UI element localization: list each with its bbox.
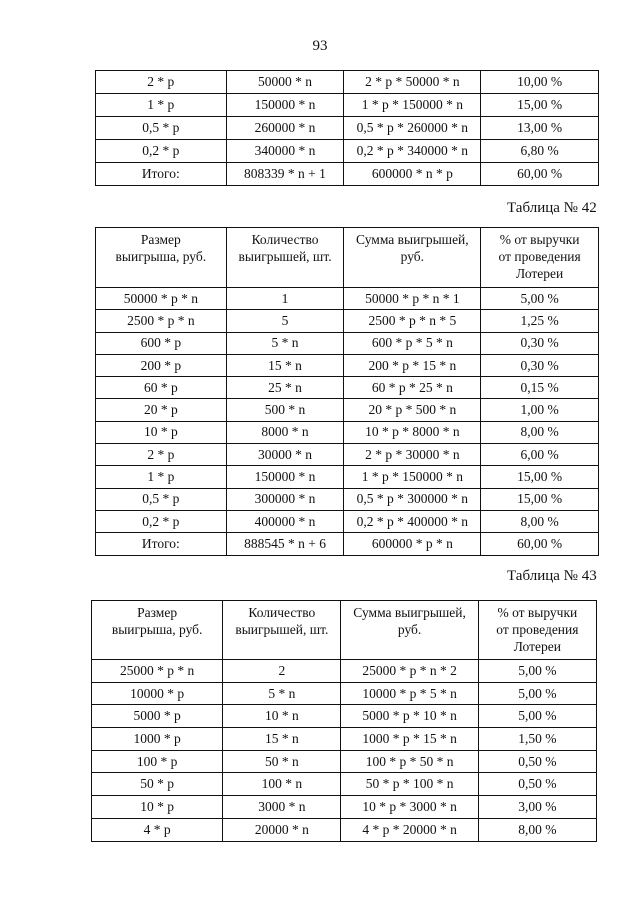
column-header-line: Количество (251, 232, 319, 247)
table-row (96, 377, 599, 399)
prize-amount-cell: 60 * р (96, 377, 227, 399)
prize-amount-cell: 10000 * р (92, 682, 223, 705)
column-header (96, 228, 227, 288)
column-header-line: % от выручки (499, 232, 580, 247)
prize-sum-cell: 1 * р * 150000 * n (344, 94, 481, 117)
prize-sum-cell: 2500 * р * n * 5 (344, 310, 481, 332)
prize-count-cell: 20000 * n (223, 818, 341, 841)
table-row (96, 510, 599, 532)
prize-table-43 (91, 600, 597, 842)
prize-table-continued (95, 70, 599, 186)
table-row (96, 310, 599, 332)
column-header-line: Сумма выигрышей, (353, 605, 466, 620)
revenue-percent-cell: 0,30 % (481, 354, 599, 376)
prize-sum-cell: 10 * р * 3000 * n (341, 796, 478, 819)
table-row (92, 796, 597, 819)
column-header-line: Сумма выигрышей, (356, 232, 469, 247)
prize-count-cell: 2 (223, 660, 341, 683)
table-43-caption: Таблица № 43 (507, 568, 597, 584)
prize-amount-cell: 1000 * р (92, 728, 223, 751)
prize-sum-cell: 2 * р * 50000 * n (344, 71, 481, 94)
column-header (226, 228, 344, 288)
revenue-percent-cell: 5,00 % (478, 682, 596, 705)
prize-count-cell: 5 * n (223, 682, 341, 705)
column-header-line: выигрышей, шт. (238, 249, 332, 264)
prize-amount-cell: 600 * р (96, 332, 227, 354)
column-header-line: выигрыша, руб. (115, 249, 207, 264)
column-header-line: выигрыша, руб. (111, 622, 203, 637)
prize-amount-cell: 0,2 * р (96, 510, 227, 532)
prize-count-cell: 30000 * n (226, 444, 344, 466)
table-row (96, 399, 599, 421)
prize-sum-cell: 600 * р * 5 * n (344, 332, 481, 354)
column-header-line: руб. (397, 622, 422, 637)
prize-sum-cell: 25000 * р * n * 2 (341, 660, 478, 683)
revenue-percent-cell: 1,50 % (478, 728, 596, 751)
column-header (481, 228, 599, 288)
column-header (341, 601, 478, 660)
prize-amount-cell: 2 * р (96, 444, 227, 466)
revenue-percent-cell: 15,00 % (481, 488, 599, 510)
prize-count-cell: 150000 * n (226, 466, 344, 488)
prize-count-cell: 808339 * n + 1 (226, 163, 344, 186)
prize-amount-cell: 1 * р (96, 466, 227, 488)
prize-count-cell: 8000 * n (226, 421, 344, 443)
table-row (92, 728, 597, 751)
table-row (96, 354, 599, 376)
prize-sum-cell: 0,5 * р * 300000 * n (344, 488, 481, 510)
prize-count-cell: 500 * n (226, 399, 344, 421)
column-header-line: от проведения (498, 249, 581, 264)
prize-count-cell: 888545 * n + 6 (226, 533, 344, 555)
prize-amount-cell: 20 * р (96, 399, 227, 421)
prize-count-cell: 150000 * n (226, 94, 344, 117)
prize-sum-cell: 10000 * р * 5 * n (341, 682, 478, 705)
prize-sum-cell: 10 * р * 8000 * n (344, 421, 481, 443)
table-row (92, 750, 597, 773)
prize-count-cell: 340000 * n (226, 140, 344, 163)
revenue-percent-cell: 8,00 % (481, 421, 599, 443)
prize-amount-cell: 5000 * р (92, 705, 223, 728)
table-row (96, 488, 599, 510)
prize-count-cell: 1 (226, 288, 344, 310)
revenue-percent-cell: 0,50 % (478, 773, 596, 796)
table-row (92, 818, 597, 841)
table-row (96, 466, 599, 488)
column-header (223, 601, 341, 660)
prize-table-42 (95, 227, 599, 556)
revenue-percent-cell: 6,00 % (481, 444, 599, 466)
prize-sum-cell: 50 * р * 100 * n (341, 773, 478, 796)
table-row (96, 140, 599, 163)
table-row (96, 444, 599, 466)
revenue-percent-cell: 1,25 % (481, 310, 599, 332)
prize-amount-cell: 50000 * р * n (96, 288, 227, 310)
prize-count-cell: 100 * n (223, 773, 341, 796)
table-row (96, 163, 599, 186)
revenue-percent-cell: 0,30 % (481, 332, 599, 354)
prize-sum-cell: 5000 * р * 10 * n (341, 705, 478, 728)
column-header (478, 601, 596, 660)
prize-count-cell: 3000 * n (223, 796, 341, 819)
revenue-percent-cell: 6,80 % (481, 140, 599, 163)
table-row (92, 773, 597, 796)
prize-count-cell: 300000 * n (226, 488, 344, 510)
prize-amount-cell: 200 * р (96, 354, 227, 376)
prize-sum-cell: 20 * р * 500 * n (344, 399, 481, 421)
column-header-line: выигрышей, шт. (235, 622, 329, 637)
revenue-percent-cell: 0,15 % (481, 377, 599, 399)
column-header (92, 601, 223, 660)
table-row (96, 94, 599, 117)
prize-count-cell: 5 * n (226, 332, 344, 354)
prize-count-cell: 50 * n (223, 750, 341, 773)
prize-sum-cell: 50000 * р * n * 1 (344, 288, 481, 310)
prize-amount-cell: 0,2 * р (96, 140, 227, 163)
prize-count-cell: 25 * n (226, 377, 344, 399)
prize-amount-cell: 25000 * р * n (92, 660, 223, 683)
table-row (96, 288, 599, 310)
prize-count-cell: 10 * n (223, 705, 341, 728)
revenue-percent-cell: 15,00 % (481, 94, 599, 117)
prize-sum-cell: 60 * р * 25 * n (344, 377, 481, 399)
prize-amount-cell: 0,5 * р (96, 117, 227, 140)
revenue-percent-cell: 15,00 % (481, 466, 599, 488)
prize-amount-cell: 50 * р (92, 773, 223, 796)
table-row (92, 682, 597, 705)
prize-count-cell: 400000 * n (226, 510, 344, 532)
revenue-percent-cell: 1,00 % (481, 399, 599, 421)
prize-count-cell: 15 * n (226, 354, 344, 376)
prize-sum-cell: 0,5 * р * 260000 * n (344, 117, 481, 140)
prize-amount-cell: 2 * р (96, 71, 227, 94)
prize-sum-cell: 0,2 * р * 400000 * n (344, 510, 481, 532)
revenue-percent-cell: 8,00 % (478, 818, 596, 841)
revenue-percent-cell: 60,00 % (481, 163, 599, 186)
prize-amount-cell: Итого: (96, 163, 227, 186)
prize-amount-cell: 0,5 * р (96, 488, 227, 510)
table-row (92, 705, 597, 728)
column-header-line: Лотереи (516, 266, 564, 281)
column-header-line: руб. (400, 249, 425, 264)
column-header-line: Размер (140, 232, 181, 247)
column-header-line: от проведения (496, 622, 579, 637)
revenue-percent-cell: 5,00 % (478, 660, 596, 683)
prize-sum-cell: 200 * р * 15 * n (344, 354, 481, 376)
column-header-line: Лотереи (513, 639, 561, 654)
prize-amount-cell: 10 * р (96, 421, 227, 443)
prize-sum-cell: 600000 * n * р (344, 163, 481, 186)
column-header-line: Количество (248, 605, 316, 620)
revenue-percent-cell: 3,00 % (478, 796, 596, 819)
prize-sum-cell: 1 * р * 150000 * n (344, 466, 481, 488)
prize-sum-cell: 100 * р * 50 * n (341, 750, 478, 773)
prize-sum-cell: 4 * р * 20000 * n (341, 818, 478, 841)
revenue-percent-cell: 8,00 % (481, 510, 599, 532)
column-header-line: % от выручки (497, 605, 578, 620)
revenue-percent-cell: 0,50 % (478, 750, 596, 773)
table-row (96, 71, 599, 94)
revenue-percent-cell: 10,00 % (481, 71, 599, 94)
prize-count-cell: 50000 * n (226, 71, 344, 94)
prize-amount-cell: 1 * р (96, 94, 227, 117)
table-row (96, 533, 599, 555)
prize-sum-cell: 0,2 * р * 340000 * n (344, 140, 481, 163)
prize-sum-cell: 600000 * р * n (344, 533, 481, 555)
table-row (96, 117, 599, 140)
prize-amount-cell: 2500 * р * n (96, 310, 227, 332)
prize-count-cell: 5 (226, 310, 344, 332)
table-42-caption: Таблица № 42 (507, 200, 597, 216)
prize-amount-cell: 4 * р (92, 818, 223, 841)
column-header (344, 228, 481, 288)
table-row (92, 660, 597, 683)
revenue-percent-cell: 5,00 % (478, 705, 596, 728)
prize-count-cell: 260000 * n (226, 117, 344, 140)
prize-sum-cell: 2 * р * 30000 * n (344, 444, 481, 466)
table-row (96, 421, 599, 443)
prize-amount-cell: 10 * р (92, 796, 223, 819)
prize-amount-cell: 100 * р (92, 750, 223, 773)
revenue-percent-cell: 60,00 % (481, 533, 599, 555)
prize-sum-cell: 1000 * р * 15 * n (341, 728, 478, 751)
column-header-line: Размер (137, 605, 178, 620)
revenue-percent-cell: 5,00 % (481, 288, 599, 310)
revenue-percent-cell: 13,00 % (481, 117, 599, 140)
prize-amount-cell: Итого: (96, 533, 227, 555)
prize-count-cell: 15 * n (223, 728, 341, 751)
page-number: 93 (312, 38, 328, 54)
table-row (96, 332, 599, 354)
